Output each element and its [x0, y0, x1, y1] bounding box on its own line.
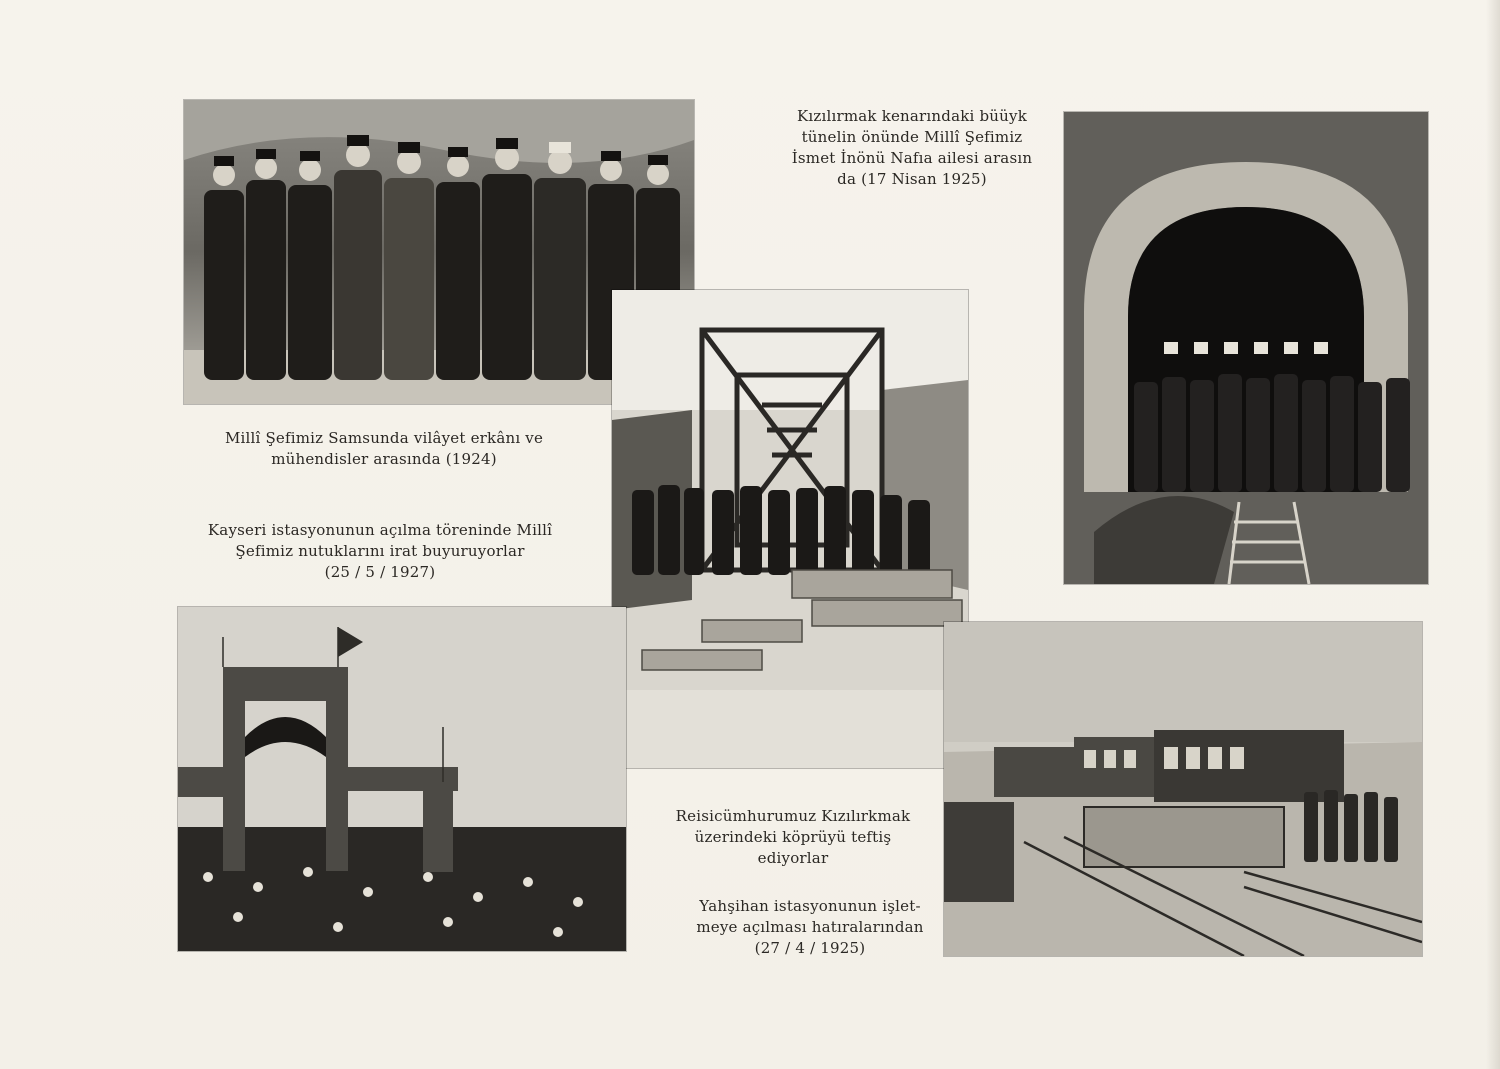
caption-samsun-line-1: Millî Şefimiz Samsunda vilâyet erkânı ve: [224, 429, 544, 447]
caption-bridge-line-1: Reisicümhurumuz Kızılırkmak: [675, 807, 911, 825]
caption-kayseri-line-1: Kayseri istasyonunun açılma töreninde Millî: [207, 521, 553, 539]
photo-yahsihan-train: [944, 622, 1422, 956]
caption-tunnel: [770, 106, 1054, 190]
caption-tunnel-line-2: tünelin önünde Millî Şefimiz: [801, 128, 1023, 146]
photo-yahsihan-train-image: [944, 622, 1422, 956]
photo-bridge-inspection: [612, 290, 968, 768]
caption-yahsihan-line-2: meye açılması hatıralarından: [696, 918, 924, 936]
caption-kayseri: [180, 520, 580, 583]
caption-yahsihan: [670, 896, 950, 959]
photo-kayseri-ceremony-image: [178, 607, 626, 951]
caption-bridge-line-2: üzerindeki köprüyü teftiş: [694, 828, 892, 846]
caption-yahsihan-line-1: Yahşihan istasyonunun işlet-: [699, 897, 921, 915]
caption-bridge: [648, 806, 938, 869]
caption-bridge-line-3: ediyorlar: [757, 849, 829, 867]
photo-tunnel-entrance-image: [1064, 112, 1428, 584]
caption-samsun: [184, 428, 584, 470]
caption-kayseri-line-3: (25 / 5 / 1927): [324, 563, 436, 581]
photo-bridge-inspection-image: [612, 290, 968, 768]
caption-tunnel-line-4: da (17 Nisan 1925): [837, 170, 987, 188]
photo-kayseri-ceremony: [178, 607, 626, 951]
caption-tunnel-line-3: İsmet İnönü Nafıa ailesi arasın: [791, 149, 1033, 167]
caption-samsun-line-2: mühendisler arasında (1924): [271, 450, 497, 468]
caption-tunnel-line-1: Kızılırmak kenarındaki büüyk: [797, 107, 1027, 125]
photo-tunnel-entrance: [1064, 112, 1428, 584]
caption-kayseri-line-2: Şefimiz nutuklarını irat buyuruyorlar: [235, 542, 525, 560]
caption-yahsihan-line-3: (27 / 4 / 1925): [754, 939, 866, 957]
